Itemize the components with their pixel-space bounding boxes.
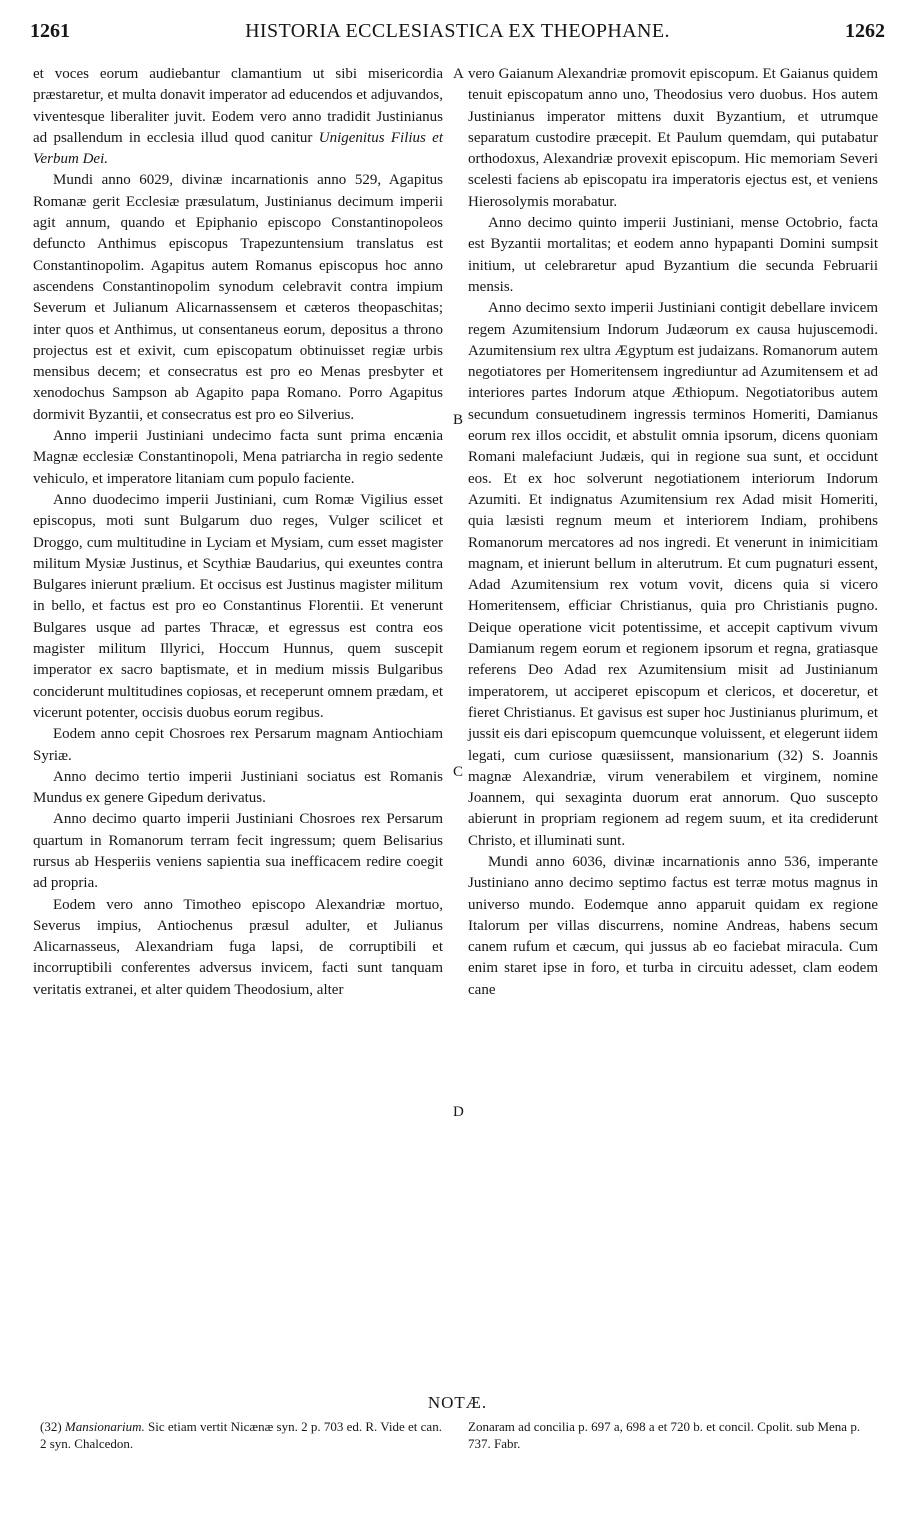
footnote-text: Zonaram ad concilia p. 697 a, 698 a et 720 b. et concil. Cpolit. sub Mena p. 737. Fabr. xyxy=(468,1419,861,1451)
right-page-number: 1262 xyxy=(845,20,885,42)
footnote-label: (32) xyxy=(40,1419,62,1434)
left-page-number: 1261 xyxy=(30,20,70,42)
paragraph: Anno imperii Justiniani undecimo facta sunt prima encænia Magnæ ecclesiæ Constantinopoli, Mena patriarcha in regio sedente vehiculo, et imperatore litaniam cum populo faciente. xyxy=(33,428,443,487)
paragraph: Eodem anno cepit Chosroes rex Persarum magnam Antiochiam Syriæ. xyxy=(33,726,443,764)
running-title: HISTORIA ECCLESIASTICA EX THEOPHANE. xyxy=(245,20,670,42)
margin-letter-c: C xyxy=(453,764,464,780)
right-column xyxy=(468,64,878,1001)
left-column xyxy=(33,64,443,1001)
margin-letter-a: A xyxy=(453,66,464,82)
paragraph: Mundi anno 6029, divinæ incarnationis anno 529, Agapitus Romanæ gerit Ecclesiæ præsulatum, Justinianus decimum imperii agit annum, quando et Epiphanio episcopo Constantinopoleos defuncto Anthimus episcopus Trapezuntensium translatus est Constantinopolim. Agapitus autem Romanus episcopus hoc anno ascendens Constantinopolim synodum celebravit contra impium Severum et Julianum Alicarnassensem et cæteros theopaschitas; inter quos et Anthimus, ut consentaneus eorum, depositus a throno projectus est et exivit, cum episcopatum obtinuisset regiæ urbis mensibus decem; et consecratus est pro eo Menas presbyter et xenodochus Sampson ab Agapito papa Romano. Porro Agapitus dormivit Byzantii, et consecratus est pro eo Silverius. xyxy=(33,172,443,423)
paragraph-text: et voces eorum audiebantur clamantium ut sibi misericordia præstaretur, et multa donavit imperator ad educendos et adjuvandos, viventesque liberaliter juvit. Eodem vero anno tradidit Justinianus ad psallendum in ecclesia illud quod canitur xyxy=(33,66,443,146)
margin-letter-d: D xyxy=(453,1104,464,1120)
footnote-italic: Mansionarium. xyxy=(64,1419,145,1434)
page-header xyxy=(30,20,885,50)
paragraph xyxy=(33,64,443,170)
paragraph: Anno decimo quarto imperii Justiniani Chosroes rex Persarum quartum in Romanorum terram fecit ingressum; quem Belisarius rursus ab Hesperiis veniens sapientia sua inefficacem redire coegit ad propria. xyxy=(33,811,443,892)
footnote-body: Sic etiam vertit Nicænæ syn. 2 p. 703 ed. R. Vide et can. 2 syn. Chalcedon. xyxy=(40,1419,442,1451)
footnote-text xyxy=(40,1418,450,1452)
paragraph: Anno decimo tertio imperii Justiniani sociatus est Romanis Mundus ex genere Gipedum derivatus. xyxy=(33,768,443,807)
paragraph: vero Gaianum Alexandriæ promovit episcopum. Et Gaianus quidem tenuit episcopatum anno uno, Theodosius vero duobus. Hos autem Justinianus imperator mittens duxit Byzantium, et utrumque separatum custodire præcepit. Et Paulum quemdam, qui putabatur orthodoxus, Alexandriæ provexit episcopum. Hic memoriam Severi scelesti faciens ab episcopatu ira imperatoris ejectus est, et veniens Hierosolymis morabatur. xyxy=(468,66,878,210)
paragraph: Anno duodecimo imperii Justiniani, cum Romæ Vigilius esset episcopus, moti sunt Bulgarum duo reges, Vulger scilicet et Droggo, cum multitudine in Lyciam et Mysiam, cum esset magister militum Mysiæ Justinus, et Scythiæ Baudarius, qui exeuntes contra Bulgares inierunt prælium. Et occisus est Justinus magister militum in bello, et factus est pro eo Constantinus Florentii. Et venerunt Bulgares usque ad partes Thracæ, et egressus est contra eos magister militum Illyrici, Hoccum Hunnus, quem suscepit imperator ex sacro baptismate, et in medium missis Bulgaribus conciderunt multitudines copiosas, et receperunt omnem prædam, et vicerunt potenter, occisis duobus eorum regibus. xyxy=(33,491,443,721)
footnote-left xyxy=(40,1418,450,1452)
paragraph: Eodem vero anno Timotheo episcopo Alexandriæ mortuo, Severus impius, Antiochenus præsul adulter, et Julianus Alicarnasseus, Alexandriam fuga lapsi, de corruptibili et incorruptibili conferentes adversus invicem, facti sunt tanquam veritatis extranei, et alter quidem Theodosium, alter xyxy=(33,896,443,998)
margin-letter-b: B xyxy=(453,412,464,428)
footnote-right xyxy=(468,1418,878,1452)
italic-phrase: Unigenitus Filius et Verbum Dei. xyxy=(33,129,443,168)
paragraph: Anno decimo sexto imperii Justiniani contigit debellare invicem regem Azumitensium Indorum Judæorum ex causa hujuscemodi. Azumitensium rex ultra Ægyptum est judaizans. Romanorum autem negotiatores per Homeritensem ingrediuntur ad Azumitensem et ad interiores partes Indorum atque Æthiopum. Negotiatoribus autem secundum consuetudinem ingressis terminos Homeriti, Damianus eorum rex illos occidit, et abstulit omnia ipsorum, dicens quoniam Romani malefaciunt Judæis, qui in regione sua sunt, et occidunt eos. Et ex hoc solverunt negotiationem interiorum Indorum Azumiti. Et indignatus Azumitensium rex Adad misit Homeriti, quia læsisti regnum meum et interiorem Indiam, prohibens Romanorum mercatores ad nos ingredi. Et venerunt in inimicitiam magnam, et inierunt bellum in alterutrum. Et cum pugnaturi essent, Adad Azumitensium rex votum vovit, dicens quia si vicero Homeritensem, efficiar Christianus, quia pro Christianis pugno. Deique operatione vicit potentissime, et accepit captivum vivum Damianum regem eorum et regionem ipsorum et regna, gratiasque referens Deo Adad rex Azumitensium misit ad Justinianum imperatorem, ut acciperet episcopum et clericos, et doceretur, et fieret Christianus. Et gavisus est super hoc Justinianus plurimum, et jussit eis dari episcopum quemcunque voluissent, et elegerunt iidem legati, cum curiose quæsiissent, mansionarium (32) S. Joannis magnæ Alexandriæ, virum venerabilem et virginem, nomine Joannem, qui sexaginta duorum erat annorum. Quo suscepto abierunt in propriam regionem ad regem suum, et ita crediderunt Christo, et illuminati sunt. xyxy=(468,300,878,849)
paragraph: Anno decimo quinto imperii Justiniani, mense Octobrio, facta est Byzantii mortalitas; et eodem anno hypapanti Domini sumpsit initium, ut celebraretur apud Byzantium die secunda Februarii mensis. xyxy=(468,215,878,295)
notes-title: NOTÆ. xyxy=(427,1393,488,1412)
paragraph: Mundi anno 6036, divinæ incarnationis anno 536, imperante Justiniano anno decimo septimo factus est terræ motus magnus in universo mundo. Eodemque anno apparuit quidam ex regione Italorum per villas discurrens, nomine Andreas, habens secum canem rufum et cæcum, qui jussus ab eo faciebat miracula. Cum enim staret ipse in foro, et turba in circuitu adesset, clam eodem cane xyxy=(468,853,878,998)
